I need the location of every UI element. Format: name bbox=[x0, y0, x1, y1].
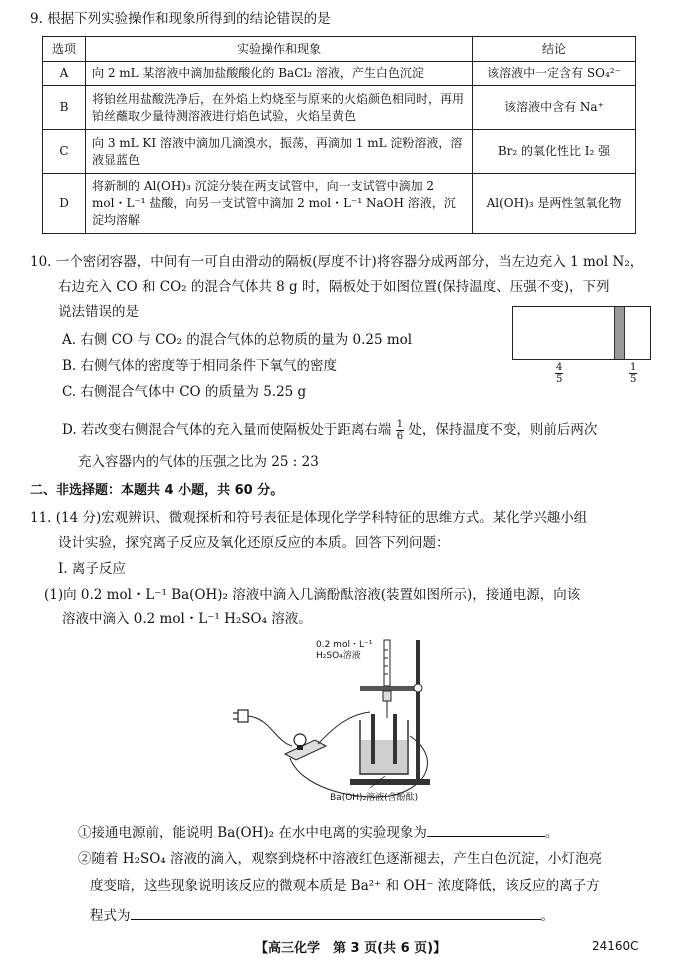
table-row bbox=[43, 62, 636, 86]
q10-option-d-line2: 充入容器内的气体的压强之比为 25 : 23 bbox=[78, 454, 319, 470]
row-operation: 将新制的 Al(OH)₃ 沉淀分装在两支试管中，向一支试管中滴加 2 mol・L⁻¹ 盐酸，向另一支试管中滴加 2 mol・L⁻¹ NaOH 溶液，沉淀均溶解 bbox=[86, 174, 473, 234]
q11-sub1: ①接通电源前，能说明 Ba(OH)₂ 在水中电离的实验现象为 。 bbox=[78, 822, 558, 842]
fraction-one-sixth: $\frac{1}{6}$ bbox=[396, 419, 404, 442]
burette-icon bbox=[383, 640, 391, 718]
beaker-label: Ba(OH)₂溶液(含酚酞) bbox=[330, 793, 419, 803]
page-footer-title: 【高三化学 第 3 页(共 6 页)】 bbox=[255, 941, 447, 956]
q11-p1-line2: 溶液中滴入 0.2 mol・L⁻¹ H₂SO₄ 溶液。 bbox=[62, 611, 312, 627]
header-option: 选项 bbox=[43, 37, 86, 62]
answer-blank-2[interactable] bbox=[131, 905, 541, 920]
row-operation: 向 3 mL KI 溶液中滴加几滴溴水，振荡，再滴加 1 mL 淀粉溶液，溶液显蓝色 bbox=[86, 130, 473, 174]
q9-stem: 9. 根据下列实验操作和现象所得到的结论错误的是 bbox=[30, 11, 331, 27]
burette-label: 0.2 mol・L⁻¹ H₂SO₄溶液 bbox=[316, 640, 373, 661]
row-option: B bbox=[43, 86, 86, 130]
option-d-text: D. 若改变右侧混合气体的充入量而使隔板处于距离右端 bbox=[62, 422, 392, 438]
q11-sub2-line2: 度变暗，这些现象说明该反应的微观本质是 Ba²⁺ 和 OH⁻ 浓度降低，该反应的离子方 bbox=[90, 878, 600, 894]
table-row bbox=[43, 86, 636, 130]
row-operation: 向 2 mL 某溶液中滴加盐酸酸化的 BaCl₂ 溶液，产生白色沉淀 bbox=[86, 62, 473, 86]
header-operation: 实验操作和现象 bbox=[86, 37, 473, 62]
q10-option-c: C. 右侧混合气体中 CO 的质量为 5.25 g bbox=[62, 384, 307, 400]
light-bulb-icon bbox=[285, 734, 326, 760]
row-option: D bbox=[43, 174, 86, 234]
row-conclusion: Br₂ 的氧化性比 I₂ 强 bbox=[473, 130, 636, 174]
partition-plate bbox=[614, 307, 625, 359]
q11-part1: Ⅰ. 离子反应 bbox=[58, 561, 126, 577]
q11-p1-line1: (1)向 0.2 mol・L⁻¹ Ba(OH)₂ 溶液中滴入几滴酚酞溶液(装置如图所示)，接通电源，向该 bbox=[44, 587, 581, 603]
table-row bbox=[43, 130, 636, 174]
container-figure bbox=[512, 306, 651, 360]
q11-line2: 设计实验，探究离子反应及氧化还原反应的本质。回答下列问题： bbox=[58, 535, 450, 551]
q10-option-a: A. 右侧 CO 与 CO₂ 的混合气体的总物质的量为 0.25 mol bbox=[62, 332, 413, 348]
q10-line1: 10. 一个密闭容器，中间有一可自由滑动的隔板(厚度不计)将容器分成两部分，当左边充入 1 mol N₂， bbox=[30, 254, 644, 270]
plug-icon bbox=[233, 710, 248, 722]
row-conclusion: 该溶液中含有 Na⁺ bbox=[473, 86, 636, 130]
figure-label-left: $\frac{4}{5}$ bbox=[556, 362, 563, 385]
header-conclusion: 结论 bbox=[473, 37, 636, 62]
option-d-text-end: 处，保持温度不变，则前后两次 bbox=[408, 422, 598, 438]
table-header-row bbox=[43, 37, 636, 62]
row-option: C bbox=[43, 130, 86, 174]
q11-line1: 11. (14 分)宏观辨识、微观探析和符号表征是体现化学学科特征的思维方式。某化学兴趣小组 bbox=[30, 510, 588, 526]
q11-sub2-line1: ②随着 H₂SO₄ 溶液的滴入，观察到烧杯中溶液红色逐渐褪去，产生白色沉淀，小灯泡亮 bbox=[78, 851, 602, 867]
q10-line2: 右边充入 CO 和 CO₂ 的混合气体共 8 g 时，隔板处于如图位置(保持温度、压强不变)，下列 bbox=[58, 279, 610, 295]
row-operation: 将铂丝用盐酸洗净后，在外焰上灼烧至与原来的火焰颜色相同时，再用铂丝蘸取少量待测溶液进行焰色试验，火焰呈黄色 bbox=[86, 86, 473, 130]
exam-code: 24160C bbox=[592, 939, 639, 953]
row-conclusion: 该溶液中一定含有 SO₄²⁻ bbox=[473, 62, 636, 86]
q10-option-d bbox=[62, 419, 597, 442]
q9-table bbox=[42, 36, 636, 234]
row-option: A bbox=[43, 62, 86, 86]
row-conclusion: Al(OH)₃ 是两性氢氧化物 bbox=[473, 174, 636, 234]
table-row bbox=[43, 174, 636, 234]
q11-sub2-line3: 程式为 。 bbox=[90, 905, 554, 925]
q10-line3: 说法错误的是 bbox=[58, 304, 139, 320]
answer-blank-1[interactable] bbox=[427, 822, 545, 837]
figure-label-right: $\frac{1}{5}$ bbox=[630, 362, 637, 385]
q10-option-b: B. 右侧气体的密度等于相同条件下氧气的密度 bbox=[62, 358, 338, 374]
section-heading: 二、非选择题：本题共 4 小题，共 60 分。 bbox=[30, 483, 284, 498]
beaker-icon bbox=[360, 714, 408, 774]
